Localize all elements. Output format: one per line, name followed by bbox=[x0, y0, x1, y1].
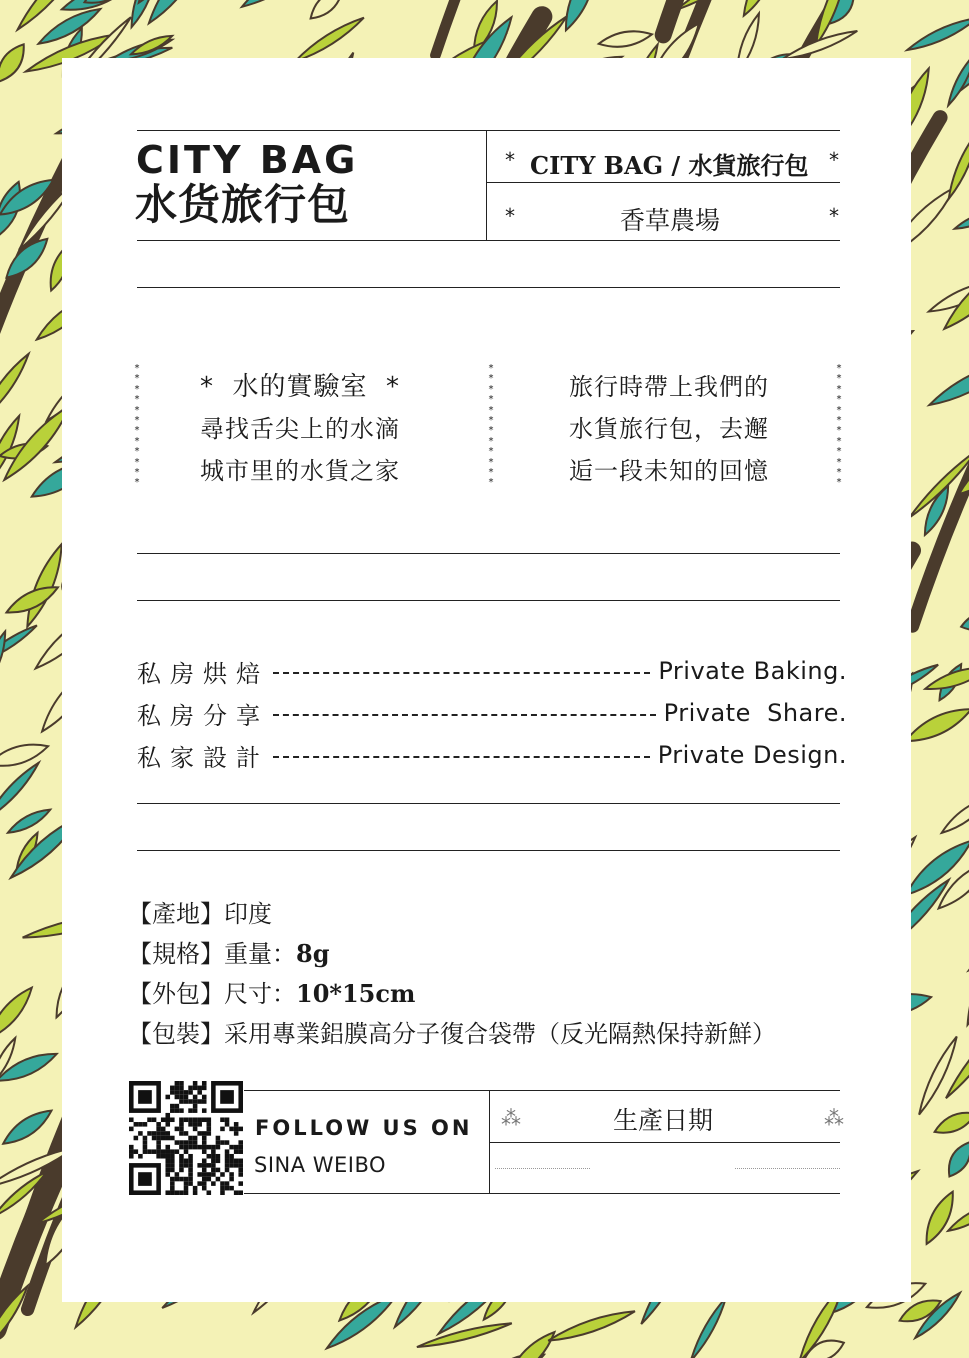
label1-star-left: * bbox=[504, 148, 517, 172]
label2-star-left: * bbox=[504, 204, 517, 228]
private-row-design bbox=[137, 737, 847, 773]
label1-text: CITY BAG / 水貨旅行包 bbox=[530, 151, 809, 180]
spec-origin: 【產地】印度 bbox=[128, 900, 272, 928]
label2-star-right: * bbox=[828, 204, 841, 228]
story-left-line1: 尋找舌尖上的水滴 bbox=[200, 415, 400, 443]
private-en: Private Design. bbox=[657, 741, 847, 769]
private-zh: 私家設計 bbox=[137, 743, 269, 772]
story-right-line3: 逅一段未知的回憶 bbox=[569, 457, 769, 485]
story-right-line2: 水貨旅行包，去邂 bbox=[569, 415, 769, 443]
production-date-label: 生產日期 bbox=[613, 1106, 714, 1135]
story-left bbox=[200, 366, 400, 492]
story-left-title: * 水的實驗室 * bbox=[200, 372, 401, 402]
spec-packaging: 【包裝】采用專業鋁膜高分子復合袋帶（反光隔熱保持新鮮） bbox=[128, 1020, 776, 1048]
follow-us-text: FOLLOW US ON bbox=[255, 1116, 473, 1140]
dotted-divider-right: * * * * * * * * * * * * bbox=[835, 363, 843, 489]
weibo-text: SINA WEIBO bbox=[254, 1153, 387, 1177]
private-zh: 私房分享 bbox=[137, 701, 269, 730]
date-field-left bbox=[495, 1168, 590, 1169]
date-field-right bbox=[735, 1168, 840, 1169]
dotted-divider-middle: * * * * * * * * * * * * bbox=[487, 363, 495, 489]
dashed-leader bbox=[273, 714, 656, 716]
dotted-divider-left: * * * * * * * * * * * * bbox=[133, 363, 141, 489]
brand-title-zh: 水货旅行包 bbox=[135, 180, 351, 229]
story-right-line1: 旅行時帶上我們的 bbox=[569, 373, 769, 401]
private-zh: 私房烘焙 bbox=[137, 659, 269, 688]
sparkle-icon: ⁂ bbox=[824, 1106, 844, 1130]
spec-size: 【外包】尺寸：10*15cm bbox=[128, 979, 416, 1008]
dashed-leader bbox=[273, 756, 650, 758]
label-card bbox=[62, 58, 911, 1302]
qr-code-icon bbox=[129, 1081, 243, 1195]
private-row-baking bbox=[137, 653, 847, 689]
brand-title-en: CITY BAG bbox=[136, 138, 359, 182]
story-left-line2: 城市里的水貨之家 bbox=[200, 457, 400, 485]
private-en: Private Share. bbox=[663, 699, 847, 727]
spec-weight: 【規格】重量：8g bbox=[128, 939, 330, 968]
dashed-leader bbox=[273, 672, 650, 674]
label1-star-right: * bbox=[828, 148, 841, 172]
label2-text: 香草農場 bbox=[620, 206, 721, 235]
sparkle-icon: ⁂ bbox=[501, 1106, 521, 1130]
story-right bbox=[569, 366, 769, 492]
private-en: Private Baking. bbox=[658, 657, 847, 685]
specs-block bbox=[128, 894, 776, 1054]
private-row-share bbox=[137, 695, 847, 731]
